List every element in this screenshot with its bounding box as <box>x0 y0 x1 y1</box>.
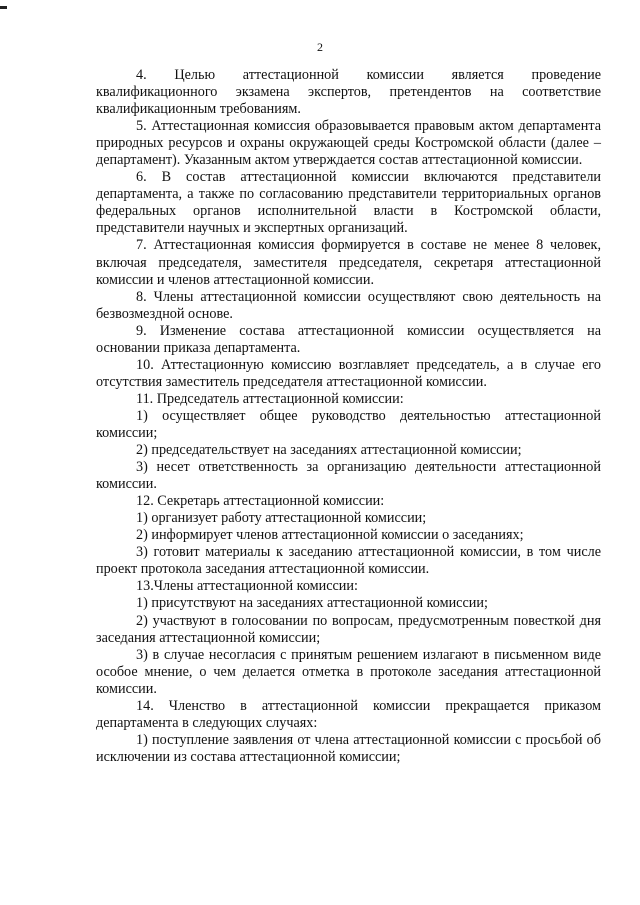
paragraph-12-item-1: 1) организует работу аттестационной комиссии; <box>136 510 427 527</box>
paragraph-13-item-3: 3) в случае несогласия с принятым решением излагают в письменном виде особое мнение, о чем делается отметка в протоколе заседания аттестационной комиссии. <box>96 646 601 697</box>
paragraph-11-item-2: 2) председательствует на заседаниях аттестационной комиссии; <box>136 442 522 459</box>
paragraph-10: 10. Аттестационную комиссию возглавляет председатель, а в случае его отсутствия заместитель председателя аттестационной комиссии. <box>96 356 601 390</box>
paragraph-8: 8. Члены аттестационной комиссии осуществляют свою деятельность на безвозмездной основе. <box>96 288 601 322</box>
paragraph-12-item-2: 2) информирует членов аттестационной комиссии о заседаниях; <box>136 527 524 544</box>
paragraph-14-item-1: 1) поступление заявления от члена аттестационной комиссии с просьбой об исключении из состава аттестационной комиссии; <box>96 731 601 765</box>
paragraph-11-item-1: 1) осуществляет общее руководство деятельностью аттестационной комиссии; <box>96 407 601 441</box>
paragraph-9: 9. Изменение состава аттестационной комиссии осуществляется на основании приказа департамента. <box>96 322 601 356</box>
paragraph-14: 14. Членство в аттестационной комиссии прекращается приказом департамента в следующих случаях: <box>96 697 601 731</box>
paragraph-11: 11. Председатель аттестационной комиссии: <box>136 390 404 407</box>
paragraph-7: 7. Аттестационная комиссия формируется в составе не менее 8 человек, включая председателя, заместителя председателя, секретаря аттестационной комиссии и членов аттестационной комиссии. <box>96 237 601 288</box>
paragraph-13-item-1: 1) присутствуют на заседаниях аттестационной комиссии; <box>136 595 488 612</box>
document-body <box>96 67 601 766</box>
paragraph-13: 13.Члены аттестационной комиссии: <box>136 578 358 595</box>
paragraph-4: 4. Целью аттестационной комиссии является проведение квалификационного экзамена экспертов, претендентов на соответствие квалификационным требованиям. <box>96 67 601 118</box>
paragraph-5: 5. Аттестационная комиссия образовывается правовым актом департамента природных ресурсов и охраны окружающей среды Костромской области (далее – департамент). Указанным актом утверждается состав аттестационной комиссии. <box>96 118 601 169</box>
paragraph-12-item-3: 3) готовит материалы к заседанию аттестационной комиссии, в том числе проект протокола заседания аттестационной комиссии. <box>96 544 601 578</box>
paragraph-13-item-2: 2) участвуют в голосовании по вопросам, предусмотренным повесткой дня заседания аттестационной комиссии; <box>96 612 601 646</box>
paragraph-6: 6. В состав аттестационной комиссии включаются представители департамента, а также по согласованию представители территориальных органов федеральных органов исполнительной власти в Костромской области, представители научных и экспертных организаций. <box>96 169 601 237</box>
paragraph-11-item-3: 3) несет ответственность за организацию деятельности аттестационной комиссии. <box>96 459 601 493</box>
page-number: 2 <box>317 40 323 54</box>
paragraph-12: 12. Секретарь аттестационной комиссии: <box>136 493 385 510</box>
scan-corner-mark <box>0 6 7 9</box>
